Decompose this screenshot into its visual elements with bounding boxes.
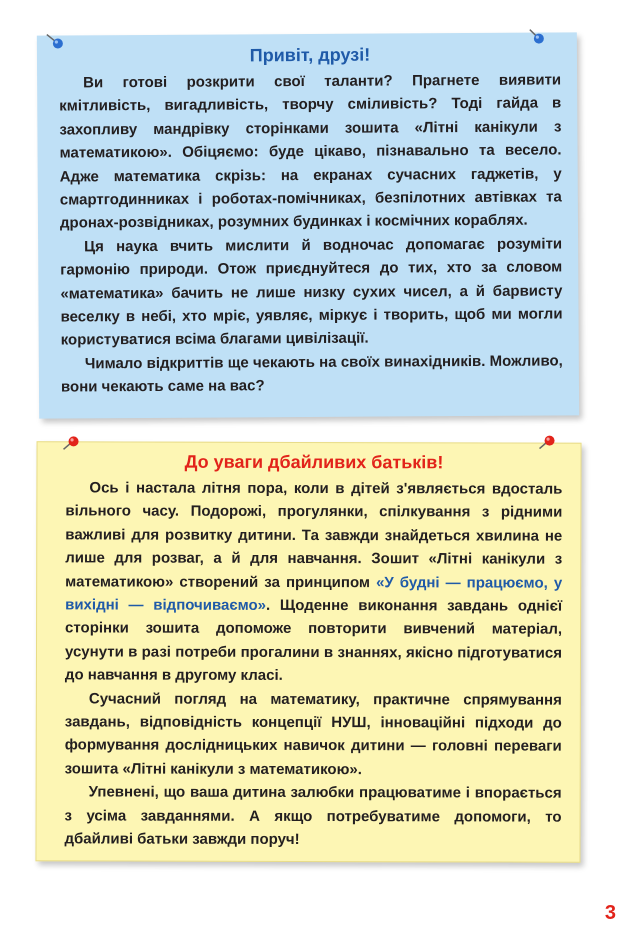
push-pin-icon: [524, 27, 548, 45]
parents-note: [35, 441, 581, 862]
parents-text: . Щоденне виконання завдань однієї сторінки зошита допоможе повторити вивчений матеріал, усунути в разі потреби прогалини в знаннях, якісно підготуватися до навчання в другому класі.: [64, 596, 563, 685]
parents-paragraph: Сучасний погляд на математику, практичне спрямування завдань, відповідність концепції НУШ, інноваційні підходи до формування дослідницьких навичок дитини — головні переваги зошита «Літні канікули з математикою».: [64, 690, 562, 779]
push-pin-icon: [60, 434, 84, 452]
greeting-title: Привіт, друзі!: [249, 44, 371, 66]
page-number: 3: [604, 902, 616, 924]
parents-motto: «У будні — працюємо, у вихідні — відпочиваємо»: [65, 573, 563, 614]
greeting-paragraph: Ця наука вчить мислити й водночас допомагає розуміти гармонію природи. Отож приєднуйтеся до тих, хто за словом «математика» бачить не лише низку сухих чисел, а й барвисту веселку в небі, хто мріє, уявляє, міркує і творить, щоб ми могли користуватися всіма благами цивілізації.: [60, 235, 563, 349]
parents-text: Ось і настала літня пора, коли в дітей з'являється вдосталь вільного часу. Подорожі, прогулянки, спілкування з рідними важливі для розвитку дитини. Та завжди знайдеться хвилина не лише для розваг, а й для навчання. Зошит «Літні канікули з математикою» створений за принципом: [65, 479, 563, 591]
greeting-paragraph: Чимало відкриттів ще чекають на своїх винахідників. Можливо, вони чекають саме на вас?: [60, 352, 563, 396]
push-pin-icon: [536, 434, 560, 452]
greeting-note: [37, 32, 579, 418]
parents-paragraph: Упевнені, що ваша дитина залюбки працюватиме і впорається з усіма завданнями. А якщо потребуватиме допомоги, то дбайливі батьки завжди поруч!: [64, 783, 562, 849]
parents-paragraph: [65, 476, 563, 688]
push-pin-icon: [43, 31, 67, 49]
greeting-paragraph: Ви готові розкрити свої таланти? Прагнете виявити кмітливість, вигадливість, творчу сміливість? Тоді гайда в захопливу мандрівку сторінками зошита «Літні канікули з математикою». Обіцяємо: буде цікаво, пізнавально та весело. Адже математика скрізь: на екранах сучасних гаджетів, у смартгодинниках і роботах-помічниках, безпілотних автівках та дронах-розвідниках, розумних будинках і космічних кораблях.: [59, 71, 562, 232]
parents-title: До уваги дбайливих батьків!: [184, 451, 444, 473]
